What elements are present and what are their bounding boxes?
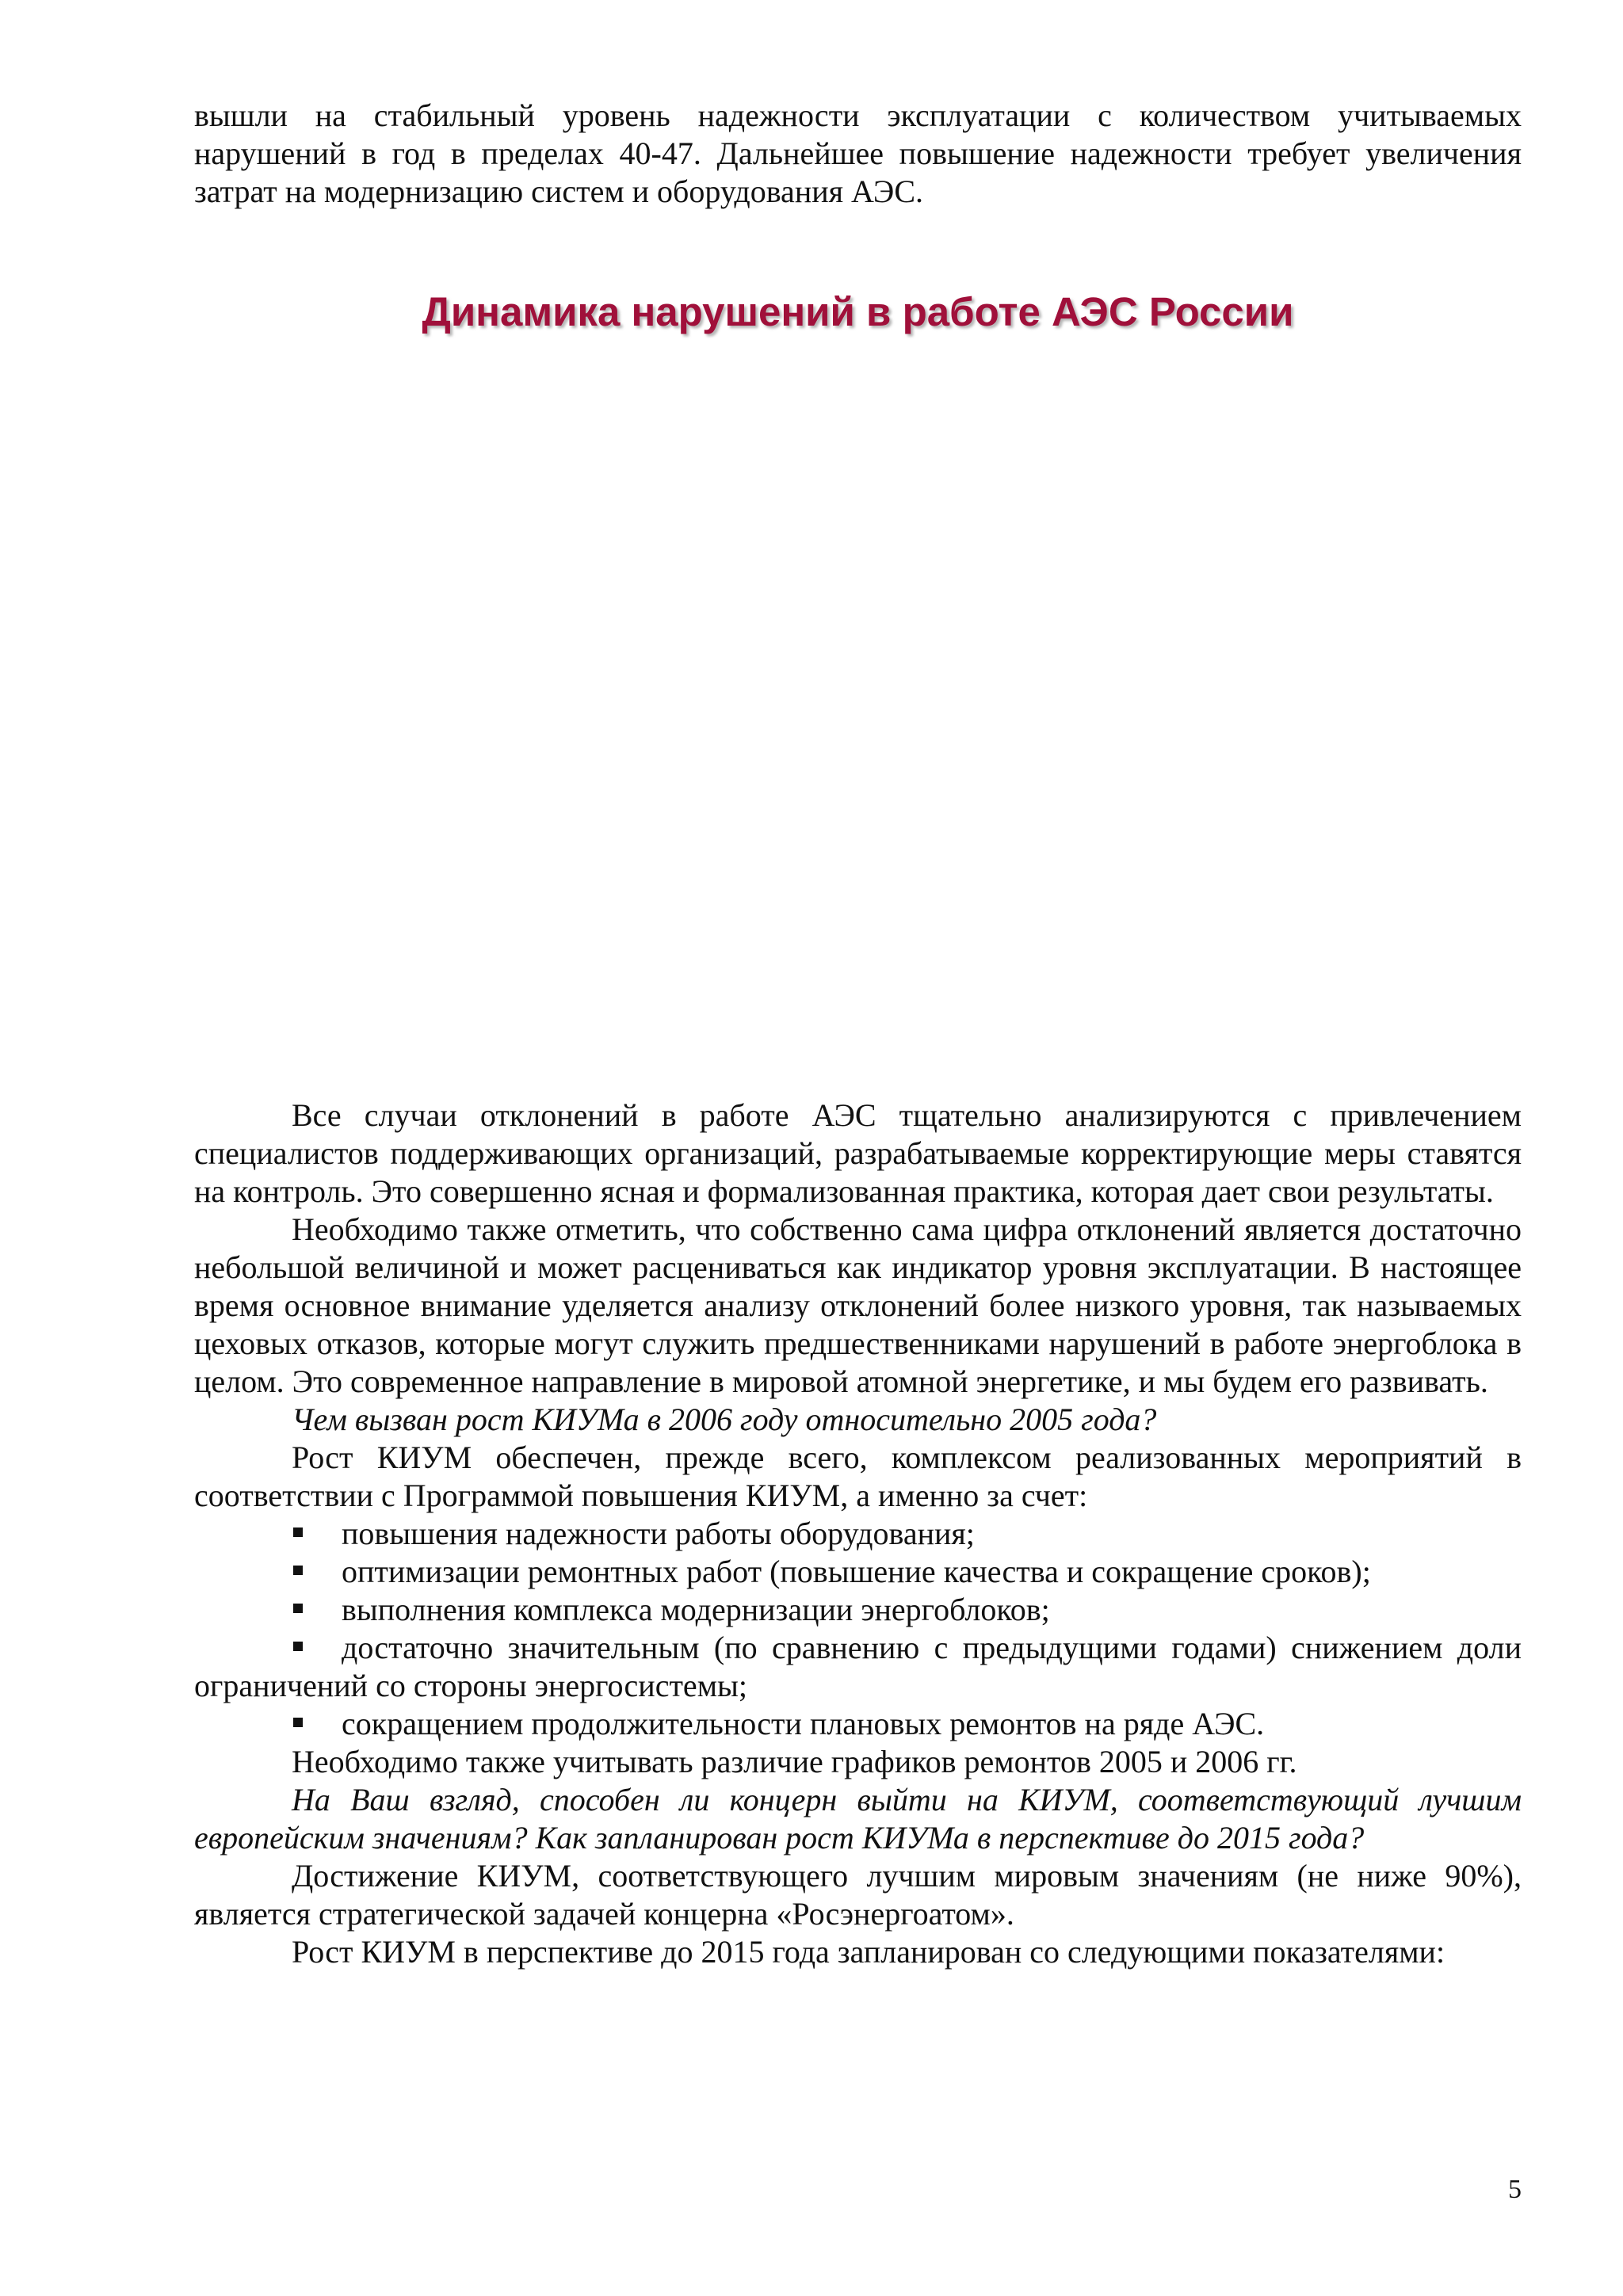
square-bullet-icon <box>293 1566 303 1575</box>
square-bullet-icon <box>293 1527 303 1537</box>
list-item-text: повышения надежности работы оборудования; <box>342 1516 975 1551</box>
answer-european-kium: Достижение КИУМ, соответствующего лучшим мировым значениям (не ниже 90%), является стратегической задачей концерна «Росэнергоатом». <box>194 1858 1522 1932</box>
list-item <box>194 1629 1522 1705</box>
list-item-text: сокращением продолжительности плановых ремонтов на ряде АЭС. <box>342 1706 1265 1741</box>
list-item <box>194 1591 1522 1629</box>
list-item-text: оптимизации ремонтных работ (повышение качества и сокращение сроков); <box>342 1554 1371 1589</box>
kium-factors-list <box>194 1515 1522 1743</box>
figure-title: Динамика нарушений в работе АЭС России <box>422 289 1294 334</box>
paragraph-deviations: Необходимо также отметить, что собственно сама цифра отклонений является достаточно небольшой величиной и может расцениваться как индикатор уровня эксплуатации. В настоящее время основное внимание уделяется анализу отклонений более низкого уровня, так называемых цеховых отказов, которые могут служить предшественниками нарушений в работе энергоблока в целом. Это современное направление в мировой атомной энергетике, и мы будем его развивать. <box>194 1211 1522 1399</box>
answer-kium-note: Необходимо также учитывать различие графиков ремонтов 2005 и 2006 гг. <box>292 1744 1297 1779</box>
intro-paragraph: вышли на стабильный уровень надежности эксплуатации с количеством учитываемых нарушений в год в пределах 40-47. Дальнейшее повышение надежности требует увеличения затрат на модернизацию систем и оборудования АЭС. <box>194 97 1522 209</box>
question-european-kium: На Ваш взгляд, способен ли концерн выйти на КИУМ, соответствующий лучшим европейским значениям? Как запланирован рост КИУМа в перспективе до 2015 года? <box>194 1782 1522 1855</box>
answer-kium-plan: Рост КИУМ в перспективе до 2015 года запланирован со следующими показателями: <box>292 1934 1445 1970</box>
answer-kium-growth-intro: Рост КИУМ обеспечен, прежде всего, комплексом реализованных мероприятий в соответствии с Программой повышения КИУМ, а именно за счет: <box>194 1440 1522 1513</box>
square-bullet-icon <box>293 1642 303 1651</box>
question-kium-growth: Чем вызван рост КИУМа в 2006 году относительно 2005 года? <box>292 1402 1157 1437</box>
square-bullet-icon <box>293 1604 303 1613</box>
square-bullet-icon <box>293 1718 303 1727</box>
list-item <box>194 1705 1522 1743</box>
list-item-text: достаточно значительным (по сравнению с предыдущими годами) снижением доли ограничений со стороны энергосистемы; <box>194 1630 1522 1703</box>
figure-area <box>194 357 1522 1062</box>
list-item <box>194 1515 1522 1553</box>
intro-section <box>194 97 1522 211</box>
paragraph-analysis: Все случаи отклонений в работе АЭС тщательно анализируются с привлечением специалистов поддерживающих организаций, разрабатываемые корректирующие меры ставятся на контроль. Это совершенно ясная и формализованная практика, которая дает свои результаты. <box>194 1097 1522 1209</box>
list-item <box>194 1553 1522 1591</box>
page-number: 5 <box>1508 2175 1522 2204</box>
list-item-text: выполнения комплекса модернизации энергоблоков; <box>342 1592 1050 1627</box>
main-text <box>194 1097 1522 1971</box>
